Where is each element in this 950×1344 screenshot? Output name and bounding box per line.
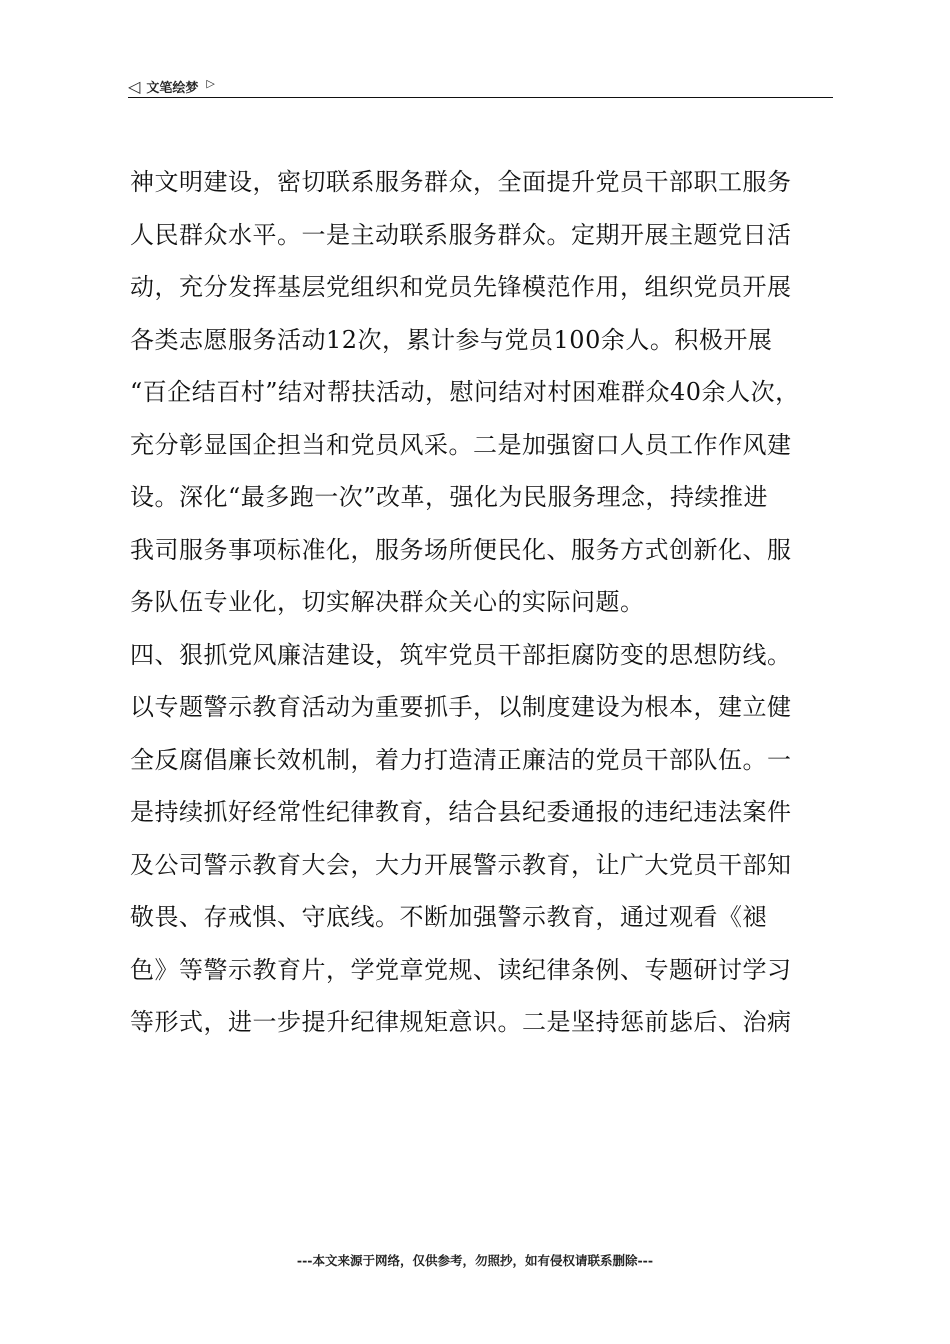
body-line: 及公司警示教育大会，大力开展警示教育，让广大党员干部知 <box>130 850 792 879</box>
left-triangle-icon: ◁ <box>128 76 141 96</box>
body-line: 人民群众水平。一是主动联系服务群众。定期开展主题党日活 <box>130 220 792 249</box>
body-line: “百企结百村”结对帮扶活动，慰问结对村困难群众40余人次， <box>130 378 800 406</box>
document-body <box>130 156 830 1049</box>
body-line: 各类志愿服务活动12次，累计参与党员100余人。积极开展 <box>130 325 773 354</box>
body-line: 神文明建设，密切联系服务群众，全面提升党员干部职工服务 <box>130 168 792 196</box>
body-line: 全反腐倡廉长效机制，着力打造清正廉洁的党员干部队伍。一 <box>130 745 792 774</box>
body-line: 动，充分发挥基层党组织和党员先锋模范作用，组织党员开展 <box>130 273 792 301</box>
body-line: 是持续抓好经常性纪律教育，结合县纪委通报的违纪违法案件 <box>130 798 792 826</box>
body-line: 色》等警示教育片，学党章党规、读纪律条例、专题研讨学习 <box>130 955 792 984</box>
header-title: 文笔绘梦 <box>146 80 199 96</box>
body-line: 等形式，进一步提升纪律规矩意识。二是坚持惩前毖后、治病 <box>130 1008 792 1036</box>
body-line: 以专题警示教育活动为重要抓手，以制度建设为根本，建立健 <box>130 693 792 721</box>
body-line: 充分彰显国企担当和党员风采。二是加强窗口人员工作作风建 <box>130 430 792 459</box>
header-divider <box>128 97 833 98</box>
right-triangle-icon: ▷ <box>206 76 215 90</box>
body-line: 敬畏、存戒惧、守底线。不断加强警示教育，通过观看《褪 <box>130 903 767 931</box>
section-heading: 四、狠抓党风廉洁建设，筑牢党员干部拒腐防变的思想防线。 <box>130 640 792 669</box>
footer-notice: ---本文来源于网络，仅供参考，勿照抄，如有侵权请联系删除--- <box>296 1253 654 1268</box>
body-line: 我司服务事项标准化，服务场所便民化、服务方式创新化、服 <box>130 535 792 564</box>
page-header <box>128 74 215 98</box>
body-line: 设。深化“最多跑一次”改革，强化为民服务理念，持续推进 <box>130 483 769 511</box>
body-line: 务队伍专业化，切实解决群众关心的实际问题。 <box>130 588 645 616</box>
